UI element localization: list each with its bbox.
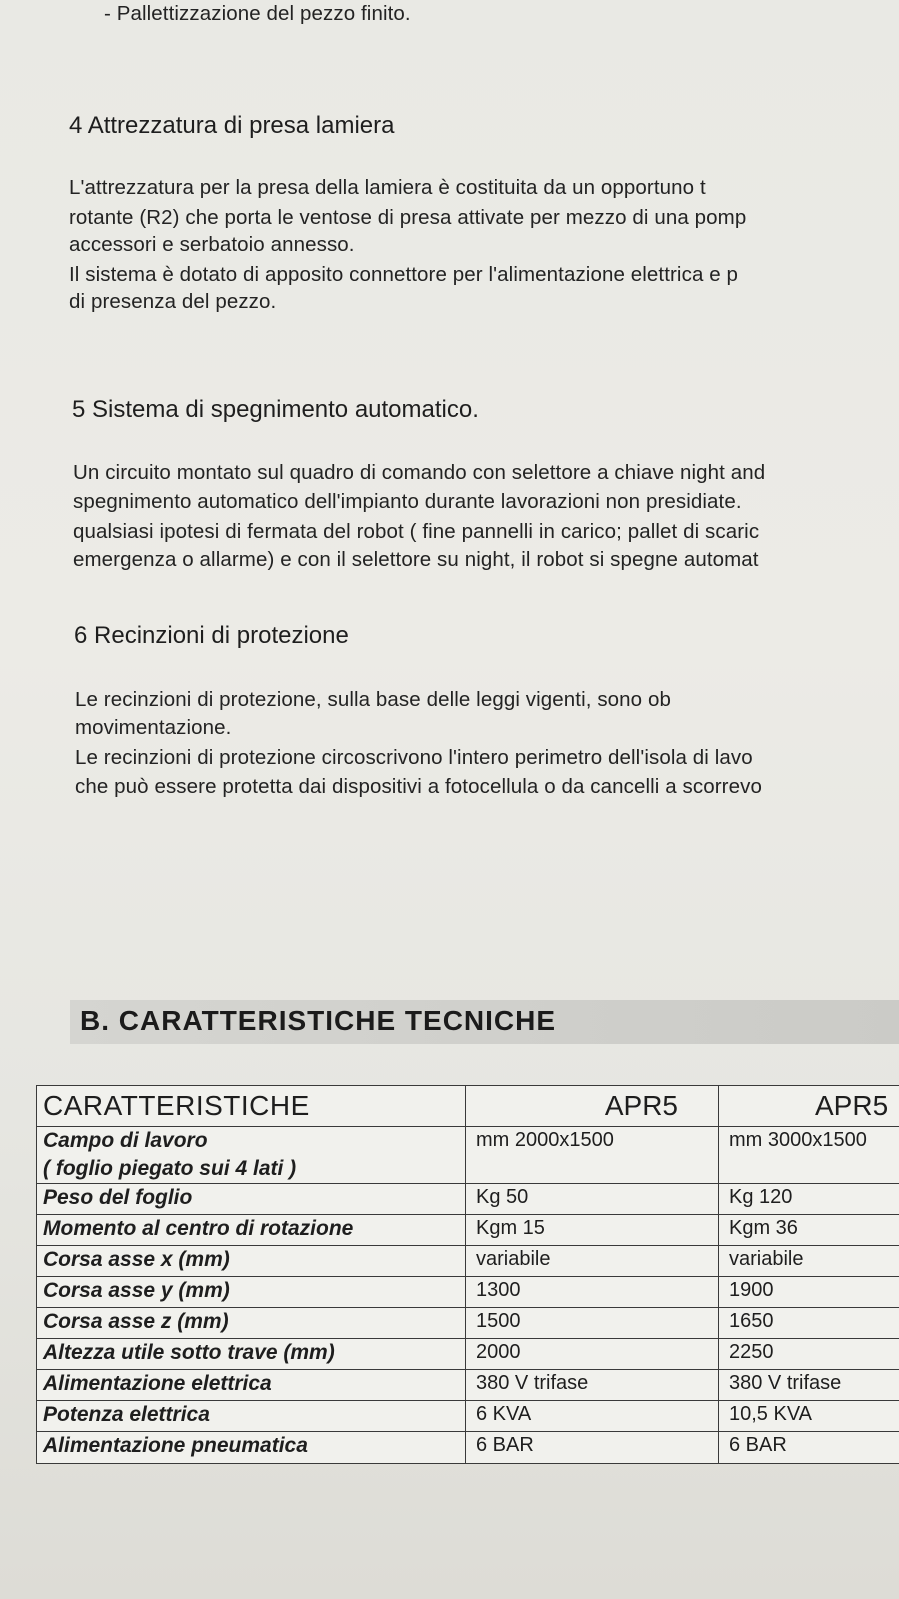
row-label-line: Potenza elettrica bbox=[43, 1403, 210, 1426]
row-value-apr5-large: Kg 120 bbox=[719, 1184, 899, 1215]
row-value-apr5: 1300 bbox=[466, 1277, 719, 1308]
row-label-line: Momento al centro di rotazione bbox=[43, 1217, 354, 1240]
row-label-line: Campo di lavoro bbox=[43, 1129, 208, 1152]
table-row bbox=[37, 1277, 899, 1308]
section-6-line: movimentazione. bbox=[75, 716, 232, 739]
section-5-title: 5 Sistema di spegnimento automatico. bbox=[72, 396, 479, 423]
row-label bbox=[37, 1401, 466, 1432]
row-label bbox=[37, 1246, 466, 1277]
row-label bbox=[37, 1432, 466, 1464]
row-value-apr5: variabile bbox=[466, 1246, 719, 1277]
row-label bbox=[37, 1277, 466, 1308]
row-label-line: Corsa asse x (mm) bbox=[43, 1248, 230, 1271]
row-value-apr5: mm 2000x1500 bbox=[466, 1127, 719, 1184]
row-label bbox=[37, 1370, 466, 1401]
table-row bbox=[37, 1246, 899, 1277]
section-4-line: Il sistema è dotato di apposito connettore per l'alimentazione elettrica e p bbox=[69, 263, 739, 286]
row-value-apr5-large: 2250 bbox=[719, 1339, 899, 1370]
table-row bbox=[37, 1308, 899, 1339]
header-caratteristiche: CARATTERISTICHE bbox=[37, 1086, 466, 1127]
table-row bbox=[37, 1215, 899, 1246]
row-label bbox=[37, 1339, 466, 1370]
row-value-apr5-large: mm 3000x1500 bbox=[719, 1127, 899, 1184]
row-label bbox=[37, 1308, 466, 1339]
section-5-line: qualsiasi ipotesi di fermata del robot ( fine pannelli in carico; pallet di scaric bbox=[73, 520, 760, 543]
row-value-apr5: Kgm 15 bbox=[466, 1215, 719, 1246]
section-b-bar bbox=[70, 1000, 899, 1044]
table-row bbox=[37, 1370, 899, 1401]
section-6-line: Le recinzioni di protezione circoscrivono l'intero perimetro dell'isola di lavo bbox=[75, 746, 753, 769]
section-6-line: che può essere protetta dai dispositivi a fotocellula o da cancelli a scorrevo bbox=[75, 775, 762, 798]
row-label-line: Corsa asse y (mm) bbox=[43, 1279, 230, 1302]
row-label-line: Altezza utile sotto trave (mm) bbox=[43, 1341, 335, 1364]
table-row bbox=[37, 1401, 899, 1432]
row-value-apr5: 6 BAR bbox=[466, 1432, 719, 1464]
section-4-line: accessori e serbatoio annesso. bbox=[69, 233, 355, 256]
section-6-title: 6 Recinzioni di protezione bbox=[74, 622, 349, 649]
header-col-1: APR5 bbox=[466, 1086, 719, 1127]
table-row bbox=[37, 1184, 899, 1215]
row-value-apr5-large: Kgm 36 bbox=[719, 1215, 899, 1246]
section-6-line: Le recinzioni di protezione, sulla base delle leggi vigenti, sono ob bbox=[75, 688, 671, 711]
section-4-title: 4 Attrezzatura di presa lamiera bbox=[69, 112, 395, 139]
table-row bbox=[37, 1127, 899, 1184]
row-label bbox=[37, 1127, 466, 1184]
spec-table bbox=[36, 1085, 899, 1464]
section-5-line: Un circuito montato sul quadro di comando con selettore a chiave night and bbox=[73, 461, 766, 484]
row-label-line: ( foglio piegato sui 4 lati ) bbox=[43, 1157, 297, 1180]
row-value-apr5: Kg 50 bbox=[466, 1184, 719, 1215]
row-value-apr5-large: 1650 bbox=[719, 1308, 899, 1339]
row-value-apr5-large: 10,5 KVA bbox=[719, 1401, 899, 1432]
row-label-line: Peso del foglio bbox=[43, 1186, 193, 1209]
table-row bbox=[37, 1432, 899, 1464]
row-value-apr5: 2000 bbox=[466, 1339, 719, 1370]
bullet-line: - Pallettizzazione del pezzo finito. bbox=[104, 2, 411, 25]
section-5-line: emergenza o allarme) e con il selettore su night, il robot si spegne automat bbox=[73, 548, 759, 571]
row-value-apr5-large: variabile bbox=[719, 1246, 899, 1277]
table-header-row bbox=[37, 1086, 899, 1127]
row-label bbox=[37, 1184, 466, 1215]
section-b-title: B. CARATTERISTICHE TECNICHE bbox=[80, 1005, 557, 1036]
row-value-apr5: 1500 bbox=[466, 1308, 719, 1339]
section-4-line: di presenza del pezzo. bbox=[69, 290, 277, 313]
row-value-apr5-large: 6 BAR bbox=[719, 1432, 899, 1464]
header-col-2: APR5 bbox=[719, 1086, 899, 1127]
row-label-line: Alimentazione pneumatica bbox=[43, 1434, 308, 1457]
row-label bbox=[37, 1215, 466, 1246]
section-4-line: L'attrezzatura per la presa della lamiera è costituita da un opportuno t bbox=[69, 176, 706, 199]
row-label-line: Corsa asse z (mm) bbox=[43, 1310, 229, 1333]
row-value-apr5-large: 380 V trifase bbox=[719, 1370, 899, 1401]
row-value-apr5: 6 KVA bbox=[466, 1401, 719, 1432]
table-row bbox=[37, 1339, 899, 1370]
section-5-line: spegnimento automatico dell'impianto durante lavorazioni non presidiate. bbox=[73, 490, 742, 513]
section-4-line: rotante (R2) che porta le ventose di presa attivate per mezzo di una pomp bbox=[69, 206, 747, 229]
row-value-apr5: 380 V trifase bbox=[466, 1370, 719, 1401]
row-value-apr5-large: 1900 bbox=[719, 1277, 899, 1308]
row-label-line: Alimentazione elettrica bbox=[43, 1372, 272, 1395]
